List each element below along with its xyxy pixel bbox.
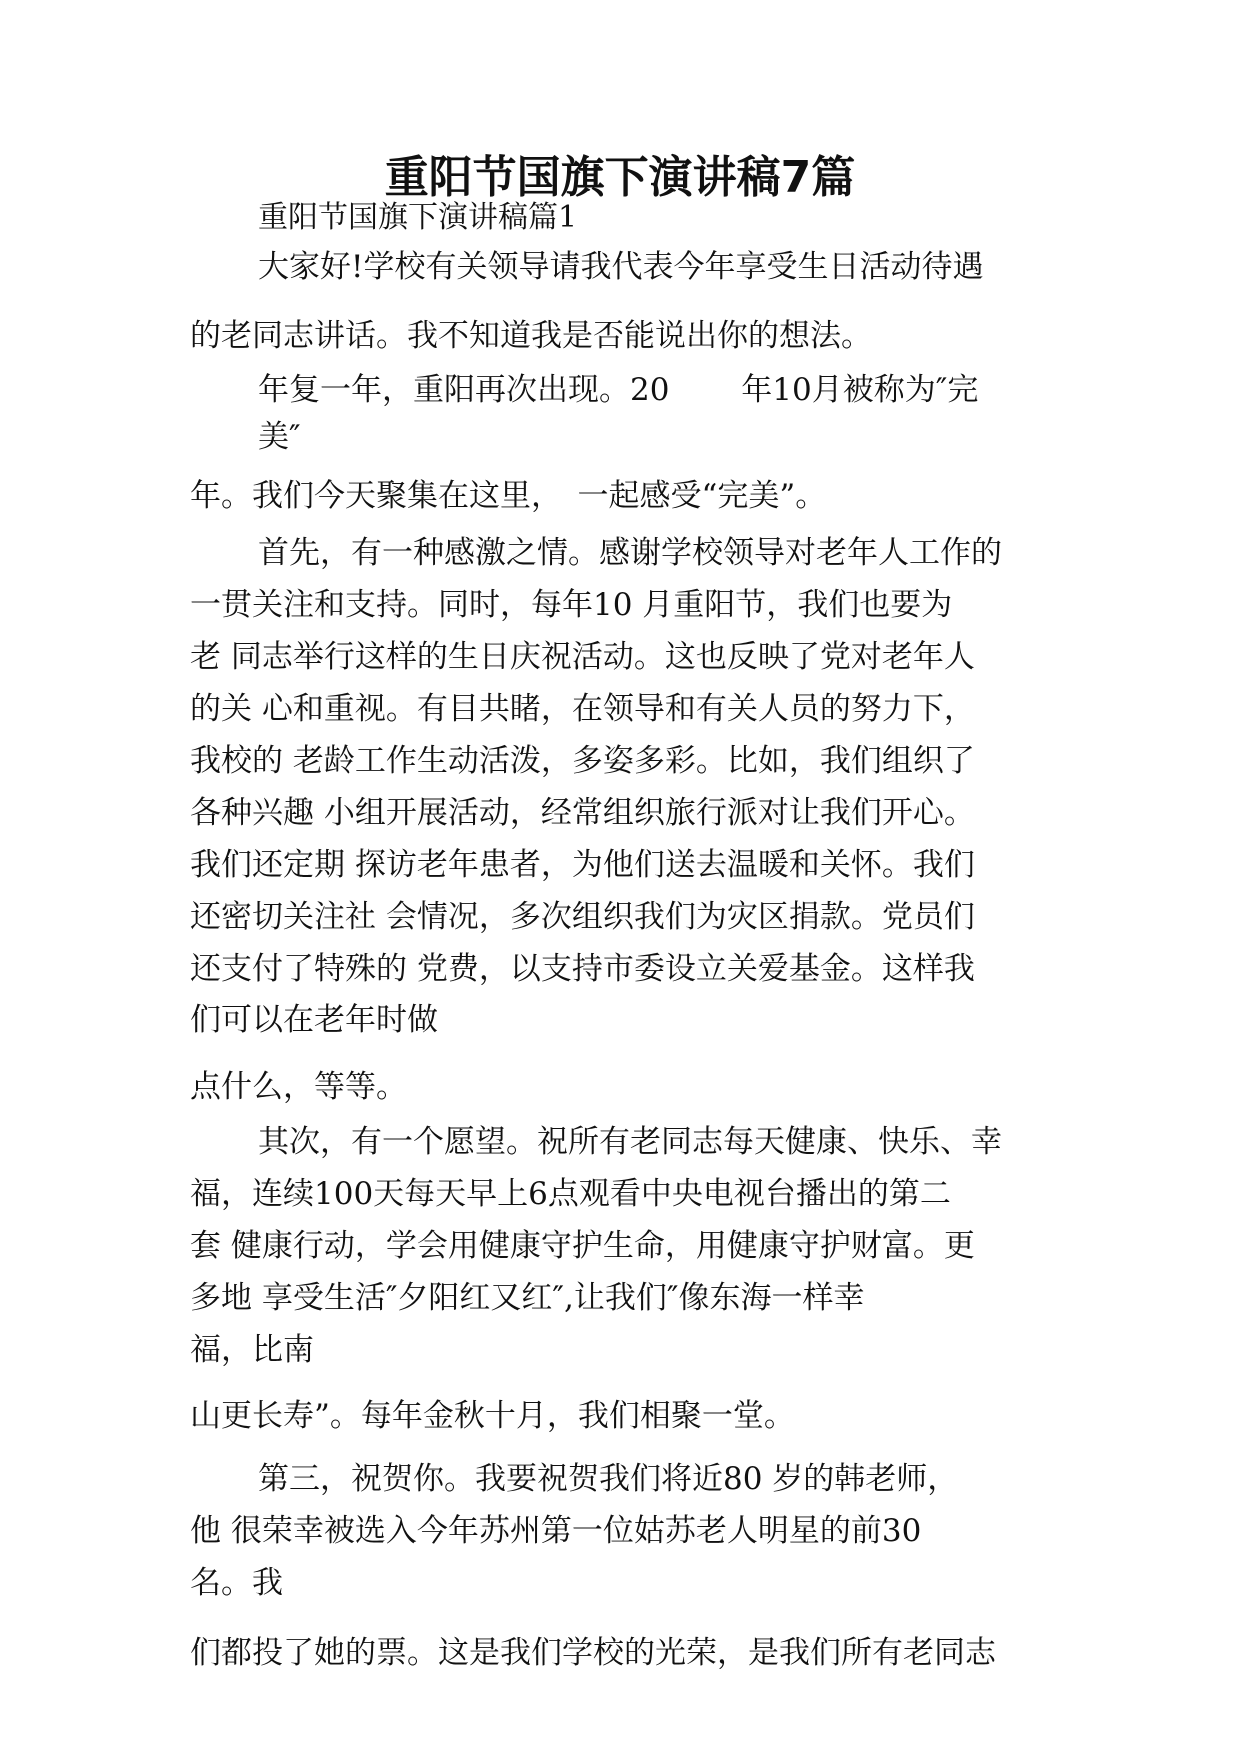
paragraph-line: 美″	[258, 419, 301, 455]
paragraph-line: 点什么，等等。	[190, 1069, 407, 1105]
paragraph-line: 我校的 老龄工作生动活泼，多姿多彩。比如，我们组织了	[190, 743, 975, 779]
paragraph-line: 各种兴趣 小组开展活动，经常组织旅行派对让我们开心。	[190, 795, 975, 831]
document-title: 重阳节国旗下演讲稿7篇	[384, 152, 856, 203]
paragraph-line: 们都投了她的票。这是我们学校的光荣，是我们所有老同志	[190, 1635, 996, 1671]
paragraph-line: 还支付了特殊的 党费，以支持市委设立关爱基金。这样我	[190, 951, 975, 987]
paragraph-line: 首先，有一种感激之情。感谢学校领导对老年人工作的	[258, 535, 1002, 571]
paragraph-line: 名。我	[190, 1565, 283, 1601]
paragraph-line: 的关 心和重视。有目共睹，在领导和有关人员的努力下，	[190, 691, 975, 727]
paragraph-line: 他 很荣幸被选入今年苏州第一位姑苏老人明星的前30	[190, 1513, 922, 1549]
paragraph-line: 山更长寿”。每年金秋十月，我们相聚一堂。	[190, 1398, 795, 1434]
paragraph-line: 年。我们今天聚集在这里， 一起感受“完美”。	[190, 478, 827, 514]
paragraph-line: 们可以在老年时做	[190, 1002, 438, 1038]
paragraph-line: 还密切关注社 会情况，多次组织我们为灾区捐款。党员们	[190, 899, 975, 935]
paragraph-line: 多地 享受生活″夕阳红又红″,让我们″像东海一样幸	[190, 1280, 865, 1316]
paragraph-line: 福，比南	[190, 1332, 314, 1368]
paragraph-line: 大家好!学校有关领导请我代表今年享受生日活动待遇	[258, 249, 984, 285]
paragraph-line: 一贯关注和支持。同时，每年10 月重阳节，我们也要为	[190, 587, 953, 623]
paragraph-line: 福，连续100天每天早上6点观看中央电视台播出的第二	[190, 1176, 951, 1212]
paragraph-line: 套 健康行动，学会用健康守护生命，用健康守护财富。更	[190, 1228, 975, 1264]
section-heading: 重阳节国旗下演讲稿篇1	[258, 200, 578, 235]
paragraph-line: 第三，祝贺你。我要祝贺我们将近80 岁的韩老师，	[258, 1461, 959, 1497]
paragraph-line: 老 同志举行这样的生日庆祝活动。这也反映了党对老年人	[190, 639, 975, 675]
paragraph-line: 的老同志讲话。我不知道我是否能说出你的想法。	[190, 318, 872, 354]
paragraph-line: 我们还定期 探访老年患者，为他们送去温暖和关怀。我们	[190, 847, 975, 883]
paragraph-line: 其次，有一个愿望。祝所有老同志每天健康、快乐、幸	[258, 1124, 1002, 1160]
paragraph-line: 年复一年，重阳再次出现。20 年10月被称为″完	[258, 372, 979, 408]
